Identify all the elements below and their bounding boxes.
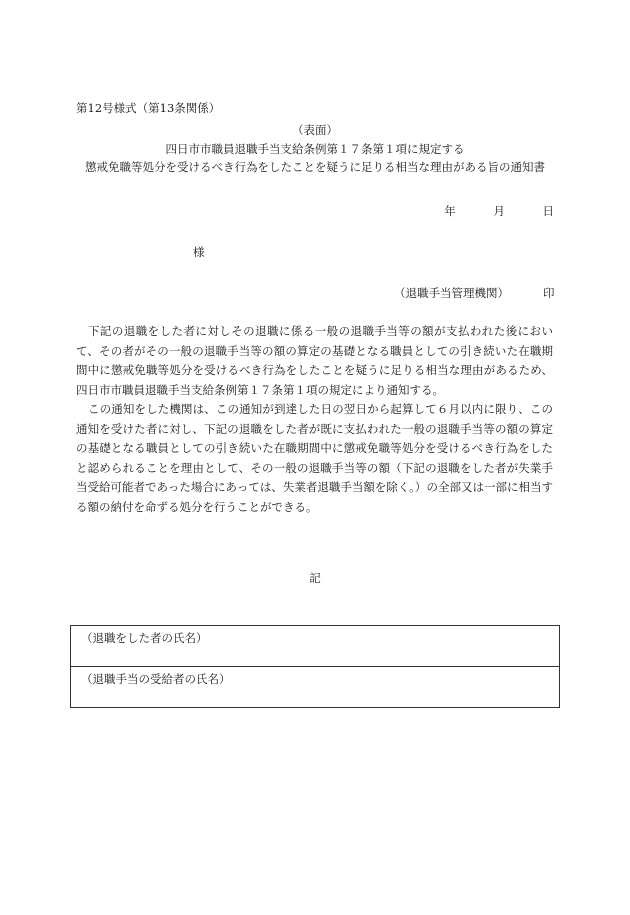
date-day: 日 [542,204,554,218]
body-paragraph-1: 下記の退職をした者に対しその退職に係る一般の退職手当等の額が支払われた後において、その者がその一般の退職手当等の額の算定の基礎となる職員としての引き続いた在職期間中に懲戒免職等処分を受けるべき行為をしたことを疑うに足りる相当な理由があるため、四日市市職員退職手当支給条例第１７条第１項の規定により通知する。 [76,324,553,397]
record-heading: 記 [309,571,321,585]
retiree-name-row [71,626,559,666]
record-table [70,625,560,708]
recipient-name-row [71,666,559,707]
retiree-name-label: （退職をした者の氏名） [81,631,208,645]
issuer-label: （退職手当管理機関） [394,286,509,300]
addressee-suffix: 様 [193,245,205,259]
side-label: （表面） [292,123,338,137]
recipient-name-label: （退職手当の受給者の氏名） [81,672,231,686]
date-line [410,203,554,219]
body-paragraph-2: この通知をした機関は、この通知が到達した日の翌日から起算して６月以内に限り、この通知を受けた者に対し、下記の退職をした者が既に支払われた一般の退職手当等の額の算定の基礎となる職員としての引き続いた在職期間中に懲戒免職等処分を受けるべき行為をしたと認められることを理由として、その一般の退職手当等の額（下記の退職をした者が失業手当受給可能者であった場合にあっては、失業者退職手当額を除く。）の全部又は一部に相当する額の納付を命ずる処分を行うことができる。 [76,402,553,514]
form-number: 第12号様式（第13条関係） [76,101,221,115]
seal-mark: 印 [543,286,555,300]
document-title-line-1: 四日市市職員退職手当支給条例第１７条第１項に規定する [165,142,465,156]
date-month: 月 [493,204,505,218]
document-title-line-2: 懲戒免職等処分を受けるべき行為をしたことを疑うに足りる相当な理由がある旨の通知書 [85,160,545,174]
date-year: 年 [444,204,456,218]
